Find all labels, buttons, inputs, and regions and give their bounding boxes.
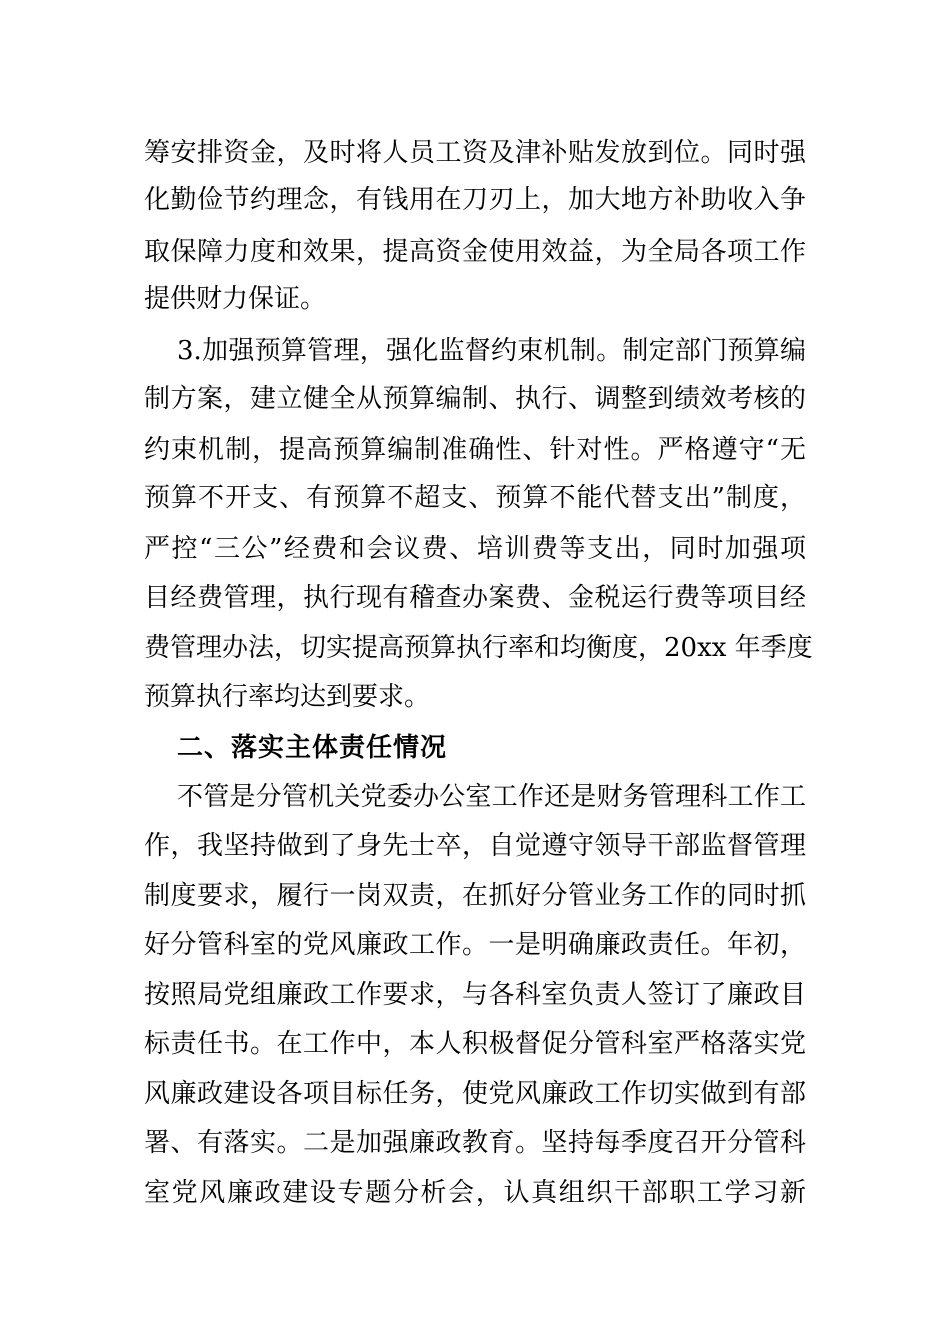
paragraph-2-line-3: 约束机制，提高预算编制准确性、针对性。严格遵守“无: [144, 435, 806, 465]
section-heading: 二、落实主体责任情况: [177, 733, 448, 763]
paragraph-2-line-2: 制方案，建立健全从预算编制、执行、调整到绩效考核的: [144, 384, 806, 414]
paragraph-3-line-9: 室党风廉政建设专题分析会，认真组织干部职工学习新: [144, 1178, 806, 1208]
paragraph-1-line-1: 筹安排资金，及时将人员工资及津补贴发放到位。同时强: [144, 138, 806, 168]
paragraph-3-line-6: 标责任书。在工作中，本人积极督促分管科室严格落实党: [144, 1029, 806, 1059]
paragraph-2-line-4: 预算不开支、有预算不超支、预算不能代替支出”制度，: [144, 483, 806, 513]
paragraph-1-line-4: 提供财力保证。: [144, 284, 327, 314]
paragraph-2-line-6: 目经费管理，执行现有稽查办案费、金税运行费等项目经: [144, 583, 806, 613]
paragraph-3-line-4: 好分管科室的党风廉政工作。一是明确廉政责任。年初，: [144, 930, 806, 960]
paragraph-3-line-1: 不管是分管机关党委办公室工作还是财务管理科工作工: [177, 782, 806, 812]
paragraph-3-line-2: 作，我坚持做到了身先士卒，自觉遵守领导干部监督管理: [144, 831, 806, 861]
paragraph-2-line-8: 预算执行率均达到要求。: [144, 682, 431, 712]
paragraph-2-line-5: 严控“三公”经费和会议费、培训费等支出，同时加强项: [144, 534, 806, 564]
paragraph-2-line-7: 费管理办法，切实提高预算执行率和均衡度，20xx 年季度: [144, 633, 813, 663]
paragraph-2-line-1: 3.加强预算管理，强化监督约束机制。制定部门预算编: [177, 336, 806, 366]
paragraph-3-line-5: 按照局党组廉政工作要求，与各科室负责人签订了廉政目: [144, 980, 806, 1010]
paragraph-3-line-7: 风廉政建设各项目标任务，使党风廉政工作切实做到有部: [144, 1079, 806, 1109]
paragraph-1-line-3: 取保障力度和效果，提高资金使用效益，为全局各项工作: [144, 237, 806, 267]
paragraph-1-line-2: 化勤俭节约理念，有钱用在刀刃上，加大地方补助收入争: [144, 185, 806, 215]
paragraph-3-line-8: 署、有落实。二是加强廉政教育。坚持每季度召开分管科: [144, 1128, 806, 1158]
paragraph-3-line-3: 制度要求，履行一岗双责，在抓好分管业务工作的同时抓: [144, 881, 806, 911]
